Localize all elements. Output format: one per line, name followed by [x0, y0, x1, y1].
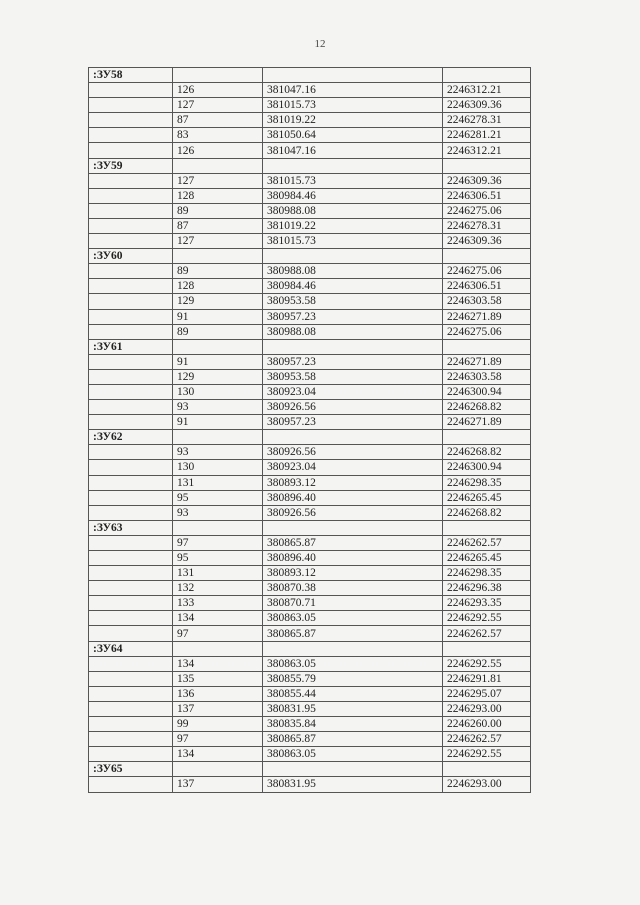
parcel-header-row — [89, 249, 531, 264]
y-coordinate-cell: 2246262.57 — [443, 732, 531, 747]
empty-cell — [89, 475, 173, 490]
parcel-name: :ЗУ64 — [89, 641, 173, 656]
empty-cell — [443, 249, 531, 264]
table-row — [89, 701, 531, 716]
empty-cell — [89, 656, 173, 671]
x-coordinate-cell: 380926.56 — [263, 445, 443, 460]
table-row — [89, 747, 531, 762]
empty-cell — [89, 717, 173, 732]
table-row — [89, 415, 531, 430]
table-row — [89, 475, 531, 490]
x-coordinate-cell: 380953.58 — [263, 294, 443, 309]
parcel-name: :ЗУ60 — [89, 249, 173, 264]
x-coordinate-cell: 380870.38 — [263, 581, 443, 596]
x-coordinate-cell: 380893.12 — [263, 475, 443, 490]
table-row — [89, 445, 531, 460]
empty-cell — [263, 762, 443, 777]
y-coordinate-cell: 2246265.45 — [443, 551, 531, 566]
empty-cell — [89, 732, 173, 747]
x-coordinate-cell: 380865.87 — [263, 732, 443, 747]
table-row — [89, 656, 531, 671]
parcel-name: :ЗУ58 — [89, 68, 173, 83]
empty-cell — [89, 234, 173, 249]
y-coordinate-cell: 2246275.06 — [443, 264, 531, 279]
y-coordinate-cell: 2246296.38 — [443, 581, 531, 596]
table-row — [89, 83, 531, 98]
x-coordinate-cell: 381047.16 — [263, 143, 443, 158]
point-number-cell: 93 — [173, 505, 263, 520]
y-coordinate-cell: 2246309.36 — [443, 173, 531, 188]
empty-cell — [89, 369, 173, 384]
x-coordinate-cell: 381015.73 — [263, 173, 443, 188]
x-coordinate-cell: 380835.84 — [263, 717, 443, 732]
x-coordinate-cell: 381019.22 — [263, 113, 443, 128]
empty-cell — [89, 98, 173, 113]
empty-cell — [89, 324, 173, 339]
point-number-cell: 136 — [173, 686, 263, 701]
table-row — [89, 611, 531, 626]
y-coordinate-cell: 2246271.89 — [443, 309, 531, 324]
table-row — [89, 369, 531, 384]
y-coordinate-cell: 2246306.51 — [443, 279, 531, 294]
empty-cell — [89, 218, 173, 233]
table-row — [89, 143, 531, 158]
empty-cell — [89, 551, 173, 566]
x-coordinate-cell: 381050.64 — [263, 128, 443, 143]
y-coordinate-cell: 2246306.51 — [443, 188, 531, 203]
table-row — [89, 98, 531, 113]
y-coordinate-cell: 2246260.00 — [443, 717, 531, 732]
x-coordinate-cell: 380863.05 — [263, 747, 443, 762]
point-number-cell: 91 — [173, 354, 263, 369]
y-coordinate-cell: 2246309.36 — [443, 98, 531, 113]
point-number-cell: 87 — [173, 113, 263, 128]
coordinates-table — [88, 67, 531, 793]
parcel-name: :ЗУ65 — [89, 762, 173, 777]
y-coordinate-cell: 2246312.21 — [443, 143, 531, 158]
x-coordinate-cell: 380926.56 — [263, 505, 443, 520]
table-row — [89, 596, 531, 611]
empty-cell — [263, 641, 443, 656]
parcel-name: :ЗУ62 — [89, 430, 173, 445]
parcel-name: :ЗУ61 — [89, 339, 173, 354]
empty-cell — [263, 68, 443, 83]
empty-cell — [173, 158, 263, 173]
empty-cell — [89, 505, 173, 520]
point-number-cell: 129 — [173, 369, 263, 384]
table-row — [89, 173, 531, 188]
point-number-cell: 95 — [173, 490, 263, 505]
point-number-cell: 130 — [173, 384, 263, 399]
empty-cell — [443, 520, 531, 535]
x-coordinate-cell: 380984.46 — [263, 188, 443, 203]
point-number-cell: 127 — [173, 173, 263, 188]
page-number: 12 — [314, 38, 326, 50]
empty-cell — [89, 777, 173, 792]
empty-cell — [89, 611, 173, 626]
parcel-name: :ЗУ59 — [89, 158, 173, 173]
empty-cell — [89, 128, 173, 143]
empty-cell — [89, 596, 173, 611]
y-coordinate-cell: 2246262.57 — [443, 535, 531, 550]
parcel-header-row — [89, 430, 531, 445]
point-number-cell: 127 — [173, 234, 263, 249]
x-coordinate-cell: 380957.23 — [263, 415, 443, 430]
point-number-cell: 93 — [173, 445, 263, 460]
table-row — [89, 128, 531, 143]
coordinates-table-body — [89, 68, 531, 793]
point-number-cell: 127 — [173, 98, 263, 113]
x-coordinate-cell: 380988.08 — [263, 264, 443, 279]
x-coordinate-cell: 380988.08 — [263, 203, 443, 218]
table-row — [89, 535, 531, 550]
point-number-cell: 89 — [173, 203, 263, 218]
empty-cell — [89, 173, 173, 188]
point-number-cell: 91 — [173, 415, 263, 430]
x-coordinate-cell: 380831.95 — [263, 701, 443, 716]
y-coordinate-cell: 2246291.81 — [443, 671, 531, 686]
empty-cell — [89, 294, 173, 309]
y-coordinate-cell: 2246262.57 — [443, 626, 531, 641]
table-row — [89, 188, 531, 203]
empty-cell — [89, 445, 173, 460]
table-row — [89, 671, 531, 686]
x-coordinate-cell: 380957.23 — [263, 309, 443, 324]
y-coordinate-cell: 2246293.35 — [443, 596, 531, 611]
point-number-cell: 130 — [173, 460, 263, 475]
empty-cell — [89, 460, 173, 475]
empty-cell — [89, 535, 173, 550]
table-row — [89, 490, 531, 505]
x-coordinate-cell: 380896.40 — [263, 551, 443, 566]
x-coordinate-cell: 380865.87 — [263, 535, 443, 550]
x-coordinate-cell: 380863.05 — [263, 611, 443, 626]
y-coordinate-cell: 2246303.58 — [443, 294, 531, 309]
empty-cell — [443, 762, 531, 777]
y-coordinate-cell: 2246271.89 — [443, 415, 531, 430]
empty-cell — [89, 264, 173, 279]
point-number-cell: 134 — [173, 747, 263, 762]
table-row — [89, 324, 531, 339]
x-coordinate-cell: 381015.73 — [263, 98, 443, 113]
y-coordinate-cell: 2246293.00 — [443, 701, 531, 716]
empty-cell — [89, 686, 173, 701]
x-coordinate-cell: 381019.22 — [263, 218, 443, 233]
y-coordinate-cell: 2246265.45 — [443, 490, 531, 505]
empty-cell — [173, 68, 263, 83]
y-coordinate-cell: 2246300.94 — [443, 460, 531, 475]
table-row — [89, 294, 531, 309]
table-row — [89, 460, 531, 475]
empty-cell — [89, 83, 173, 98]
point-number-cell: 135 — [173, 671, 263, 686]
table-row — [89, 309, 531, 324]
empty-cell — [89, 747, 173, 762]
x-coordinate-cell: 380893.12 — [263, 566, 443, 581]
empty-cell — [89, 581, 173, 596]
x-coordinate-cell: 380896.40 — [263, 490, 443, 505]
empty-cell — [89, 384, 173, 399]
table-row — [89, 626, 531, 641]
y-coordinate-cell: 2246271.89 — [443, 354, 531, 369]
empty-cell — [173, 641, 263, 656]
x-coordinate-cell: 380988.08 — [263, 324, 443, 339]
empty-cell — [173, 339, 263, 354]
point-number-cell: 97 — [173, 626, 263, 641]
empty-cell — [173, 520, 263, 535]
point-number-cell: 95 — [173, 551, 263, 566]
x-coordinate-cell: 380923.04 — [263, 460, 443, 475]
y-coordinate-cell: 2246298.35 — [443, 566, 531, 581]
point-number-cell: 91 — [173, 309, 263, 324]
x-coordinate-cell: 380923.04 — [263, 384, 443, 399]
point-number-cell: 89 — [173, 264, 263, 279]
empty-cell — [443, 430, 531, 445]
point-number-cell: 93 — [173, 400, 263, 415]
y-coordinate-cell: 2246281.21 — [443, 128, 531, 143]
empty-cell — [89, 203, 173, 218]
x-coordinate-cell: 380855.79 — [263, 671, 443, 686]
y-coordinate-cell: 2246295.07 — [443, 686, 531, 701]
table-row — [89, 218, 531, 233]
y-coordinate-cell: 2246278.31 — [443, 113, 531, 128]
table-row — [89, 505, 531, 520]
empty-cell — [89, 354, 173, 369]
empty-cell — [89, 309, 173, 324]
table-row — [89, 686, 531, 701]
y-coordinate-cell: 2246292.55 — [443, 611, 531, 626]
x-coordinate-cell: 380984.46 — [263, 279, 443, 294]
empty-cell — [89, 415, 173, 430]
point-number-cell: 134 — [173, 611, 263, 626]
parcel-header-row — [89, 158, 531, 173]
empty-cell — [263, 430, 443, 445]
y-coordinate-cell: 2246268.82 — [443, 505, 531, 520]
y-coordinate-cell: 2246275.06 — [443, 203, 531, 218]
x-coordinate-cell: 380865.87 — [263, 626, 443, 641]
table-row — [89, 717, 531, 732]
y-coordinate-cell: 2246275.06 — [443, 324, 531, 339]
empty-cell — [173, 430, 263, 445]
x-coordinate-cell: 380863.05 — [263, 656, 443, 671]
x-coordinate-cell: 380957.23 — [263, 354, 443, 369]
point-number-cell: 129 — [173, 294, 263, 309]
empty-cell — [443, 641, 531, 656]
empty-cell — [89, 701, 173, 716]
y-coordinate-cell: 2246303.58 — [443, 369, 531, 384]
parcel-header-row — [89, 641, 531, 656]
table-row — [89, 113, 531, 128]
table-row — [89, 551, 531, 566]
point-number-cell: 126 — [173, 143, 263, 158]
empty-cell — [263, 249, 443, 264]
empty-cell — [173, 249, 263, 264]
empty-cell — [443, 68, 531, 83]
y-coordinate-cell: 2246300.94 — [443, 384, 531, 399]
y-coordinate-cell: 2246268.82 — [443, 445, 531, 460]
point-number-cell: 89 — [173, 324, 263, 339]
table-row — [89, 264, 531, 279]
point-number-cell: 131 — [173, 475, 263, 490]
point-number-cell: 99 — [173, 717, 263, 732]
table-row — [89, 566, 531, 581]
empty-cell — [89, 143, 173, 158]
x-coordinate-cell: 381015.73 — [263, 234, 443, 249]
point-number-cell: 83 — [173, 128, 263, 143]
y-coordinate-cell: 2246292.55 — [443, 656, 531, 671]
empty-cell — [263, 520, 443, 535]
parcel-name: :ЗУ63 — [89, 520, 173, 535]
empty-cell — [89, 671, 173, 686]
y-coordinate-cell: 2246309.36 — [443, 234, 531, 249]
point-number-cell: 134 — [173, 656, 263, 671]
table-row — [89, 777, 531, 792]
y-coordinate-cell: 2246293.00 — [443, 777, 531, 792]
x-coordinate-cell: 380870.71 — [263, 596, 443, 611]
empty-cell — [89, 626, 173, 641]
y-coordinate-cell: 2246298.35 — [443, 475, 531, 490]
table-row — [89, 400, 531, 415]
empty-cell — [443, 158, 531, 173]
empty-cell — [89, 566, 173, 581]
y-coordinate-cell: 2246292.55 — [443, 747, 531, 762]
parcel-header-row — [89, 520, 531, 535]
table-row — [89, 581, 531, 596]
x-coordinate-cell: 380855.44 — [263, 686, 443, 701]
table-row — [89, 279, 531, 294]
empty-cell — [89, 490, 173, 505]
point-number-cell: 87 — [173, 218, 263, 233]
point-number-cell: 131 — [173, 566, 263, 581]
empty-cell — [89, 113, 173, 128]
x-coordinate-cell: 380831.95 — [263, 777, 443, 792]
table-row — [89, 234, 531, 249]
empty-cell — [173, 762, 263, 777]
table-row — [89, 203, 531, 218]
point-number-cell: 126 — [173, 83, 263, 98]
x-coordinate-cell: 380926.56 — [263, 400, 443, 415]
point-number-cell: 137 — [173, 701, 263, 716]
point-number-cell: 132 — [173, 581, 263, 596]
point-number-cell: 133 — [173, 596, 263, 611]
y-coordinate-cell: 2246268.82 — [443, 400, 531, 415]
y-coordinate-cell: 2246278.31 — [443, 218, 531, 233]
empty-cell — [263, 158, 443, 173]
x-coordinate-cell: 381047.16 — [263, 83, 443, 98]
point-number-cell: 137 — [173, 777, 263, 792]
empty-cell — [89, 279, 173, 294]
point-number-cell: 97 — [173, 732, 263, 747]
point-number-cell: 128 — [173, 188, 263, 203]
point-number-cell: 128 — [173, 279, 263, 294]
parcel-header-row — [89, 762, 531, 777]
empty-cell — [443, 339, 531, 354]
empty-cell — [89, 188, 173, 203]
table-row — [89, 354, 531, 369]
empty-cell — [263, 339, 443, 354]
table-row — [89, 384, 531, 399]
empty-cell — [89, 400, 173, 415]
y-coordinate-cell: 2246312.21 — [443, 83, 531, 98]
parcel-header-row — [89, 68, 531, 83]
parcel-header-row — [89, 339, 531, 354]
point-number-cell: 97 — [173, 535, 263, 550]
x-coordinate-cell: 380953.58 — [263, 369, 443, 384]
table-row — [89, 732, 531, 747]
